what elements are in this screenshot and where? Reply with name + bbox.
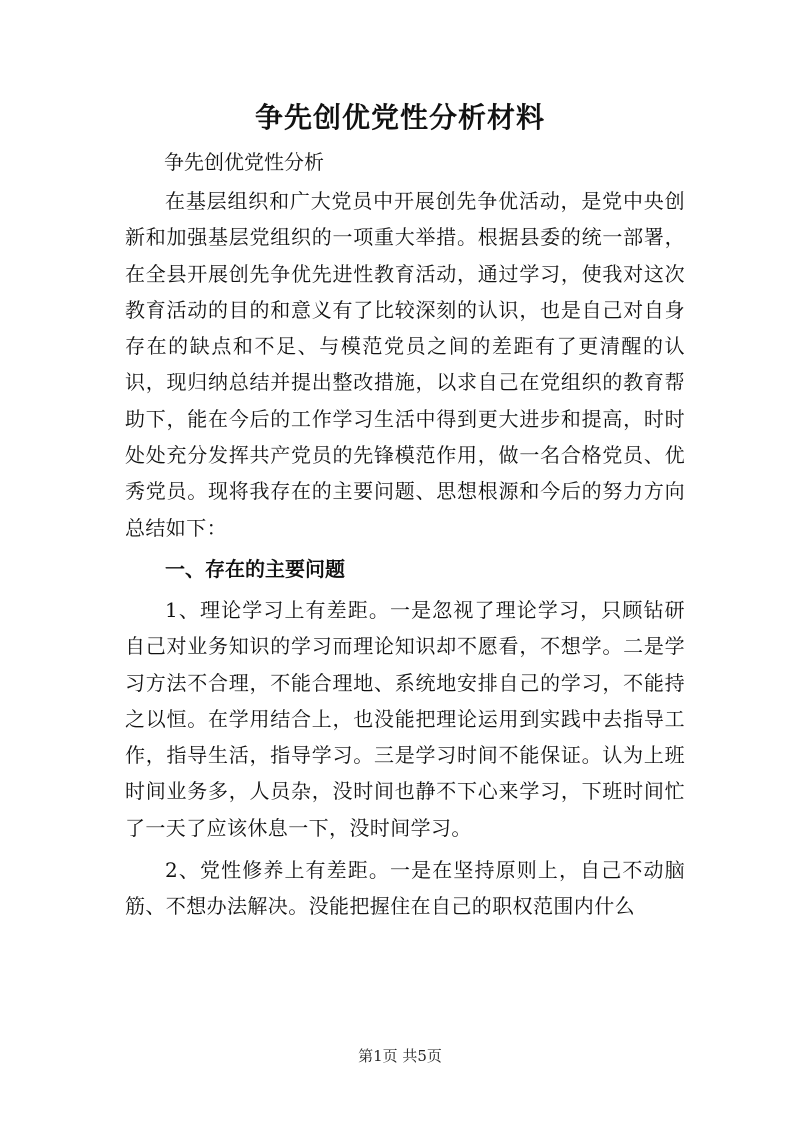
document-title: 争先创优党性分析材料 xyxy=(254,101,545,134)
paragraph-theory-study: 1、理论学习上有差距。一是忽视了理论学习，只顾钻研自己对业务知识的学习而理论知识却不愿看，不想学。二是学习方法不合理，不能合理地、系统地安排自己的学习，不能持之以恒。在学用结合上，也没能把理论运用到实践中去指导工作，指导生活，指导学习。三是学习时间不能保证。认为上班时间业务多，人员杂，没时间也静不下心来学习，下班时间忙了一天了应该休息一下，没时间学习。 xyxy=(125,597,685,840)
page-number-footer: 第1页 共5页 xyxy=(358,1047,442,1065)
document-body xyxy=(125,183,685,925)
intro-paragraph: 在基层组织和广大党员中开展创先争优活动，是党中央创新和加强基层党组织的一项重大举措。根据县委的统一部署，在全县开展创先争优先进性教育活动，通过学习，使我对这次教育活动的目的和意义有了比较深刻的认识，也是自己对自身存在的缺点和不足、与模范党员之间的差距有了更清醒的认识，现归纳总结并提出整改措施，以求自己在党组织的教育帮助下，能在今后的工作学习生活中得到更大进步和提高，时时处处充分发挥共产党员的先锋模范作用，做一名合格党员、优秀党员。现将我存在的主要问题、思想根源和今后的努力方向总结如下： xyxy=(125,189,685,540)
paragraph-party-spirit: 2、党性修养上有差距。一是在坚持原则上，自己不动脑筋、不想办法解决。没能把握住在自己的职权范围内什么 xyxy=(125,858,685,919)
document-subtitle: 争先创优党性分析 xyxy=(164,150,324,174)
section-heading: 一、存在的主要问题 xyxy=(165,556,345,581)
